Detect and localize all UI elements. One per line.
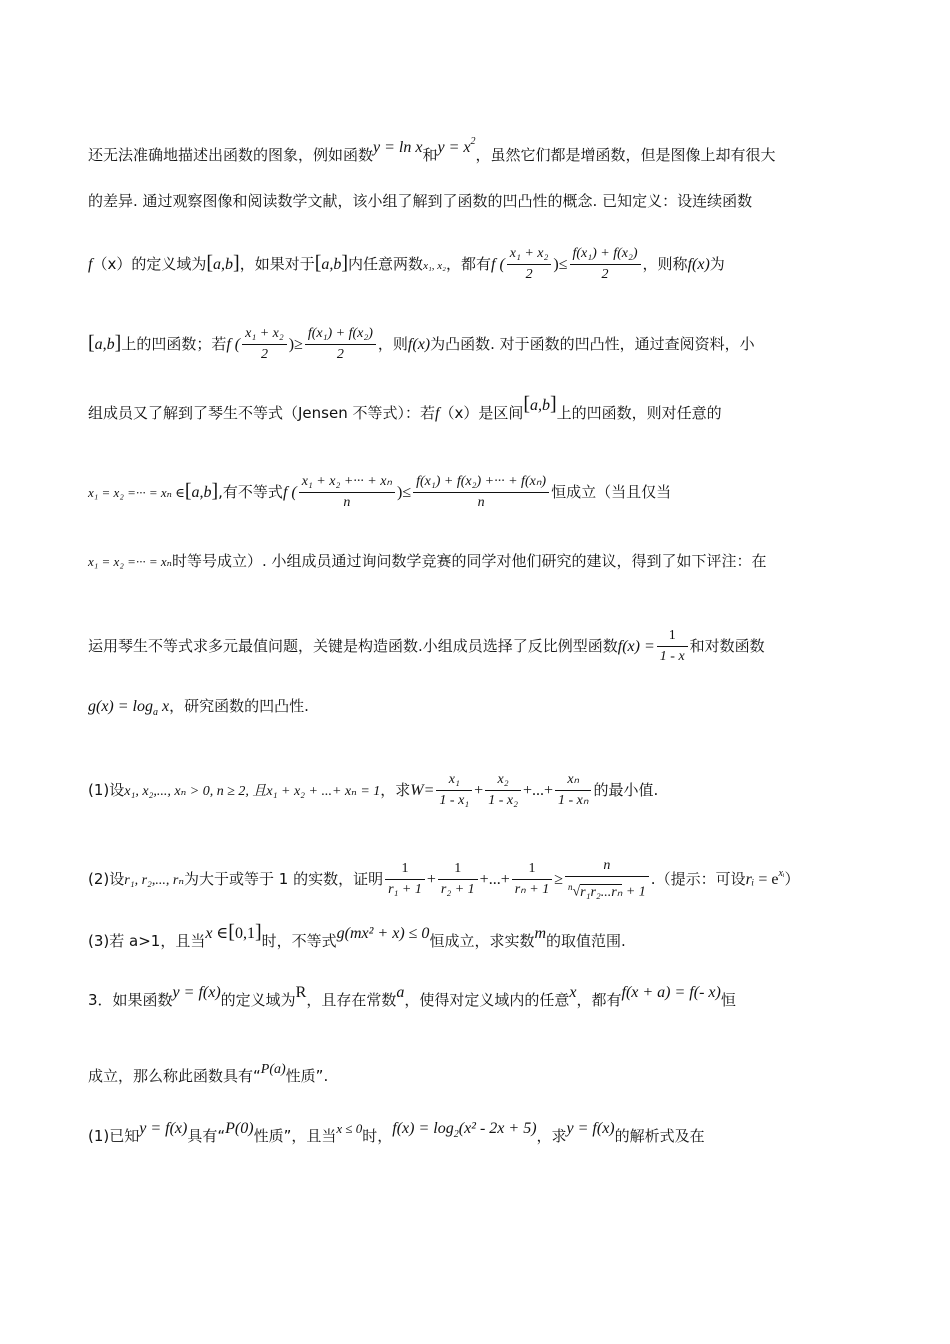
text-seg: 的定义域为 [220,991,296,1009]
fraction-jensen-right: $\frac{\text{f(x₁) + f(x₂) +··· + f(xₙ)}}{n}$ [413,472,549,513]
text-seg: 时，不等式 [261,932,337,950]
math-jensen-eq: x₁ = x₂ =··· = xₙ [88,554,172,569]
question-3: (3)若 a>1，且当x ∈[0,1]时，不等式g(mx² + x) ≤ 0恒成立，求实数m的取值范围. [88,921,626,950]
fraction-inverse: $\frac{1}{1 - x}$ [657,626,688,667]
text-seg: 性质”. [285,1067,329,1085]
text-seg: 为凸函数. 对于函数的凹凸性，通过查阅资料，小 [430,335,755,353]
math-shift-eq: f(x + a) = f(- x) [621,984,721,1001]
text-seg: ，求 [536,1127,567,1145]
text-seg: 和对数函数 [689,637,765,655]
text-seg: (3)若 a>1，且当 [88,932,206,950]
text-seg: ，且存在常数 [306,991,397,1009]
text-seg: 还无法准确地描述出函数的图象，例如函数 [88,146,374,164]
fraction-x2: $\frac{\text{x₂}}{\text{1 - x₂}}$ [485,770,521,811]
math-gx: $g(x) = \log_a x$ [88,698,170,718]
text-seg: ，使得对定义域内的任意 [404,991,570,1009]
geq-symbol: ≥ [554,870,563,888]
text-seg: 的取值范围. [546,932,626,950]
math-Pa: P(a) [260,1062,286,1077]
fraction-jensen-left: $\frac{\text{x₁ + x₂ +··· + xₙ}}{n}$ [299,472,395,513]
text-seg: ,有不等式 [218,483,283,501]
math-fx: f(x) [687,256,710,273]
paragraph-line-5: 组成员又了解到了琴生不等式（Jensen 不等式）：若f（x）是区间[a,b]上的凹函数，则对任意的 [88,393,722,422]
problem-3-line-3 [88,1120,862,1153]
text-seg: 3．如果函数 [88,991,173,1009]
fraction-average: $\frac{\text{f(x₁) + f(x₂)}}{2}$ [570,244,641,285]
math-y-fx: y = f(x) [172,984,221,1001]
fraction-average: $\frac{\text{f(x₁) + f(x₂)}}{2}$ [305,324,376,365]
paragraph-line-6: x₁ = x₂ =··· = xₙ ∈[a,b],有不等式f ( $\frac{\text{x₁ + x₂ +··· + xₙ}}{n}$ )≤ $\frac{\text{f(x₁) + f(x₂) +··· + f(xₙ)}}{n}$ 恒成立（当且仅当 [88,472,862,513]
text-seg: （x）的定义域为 [92,255,207,273]
text-seg: (2)设 [88,869,125,888]
text-seg: 成立，那么称此函数具有“ [88,1067,261,1085]
math-log-eq: $f(x) = \log_2(x^2 - 2x + 5)$ [392,1120,537,1140]
math-y-fx: y = f(x) [566,1120,615,1137]
math-r-list: r₁, r₂,..., rₙ [124,872,185,888]
text-seg: ，都有 [445,255,491,273]
math-g-ineq: g(mx² + x) ≤ 0 [336,925,430,942]
text-seg: 为大于或等于 1 的实数，证明 [184,869,384,888]
math-q1-condition: x₁, x₂,..., xₙ > 0, n ≥ 2, 且x₁ + x₂ + ...+ xₙ = 1 [124,784,381,799]
math-y-lnx: y = ln x [373,139,423,156]
math-f: f [434,405,440,422]
paragraph-line-4: [a,b]上的凹函数；若f ( $\frac{\text{x₁ + x₂}}{2}$ )≥ $\frac{\text{f(x₁) + f(x₂)}}{2}$ ，则f(x)为凸函数. 对于函数的凹凸性，通过查阅资料，小 [88,324,862,365]
text-seg: 的解析式及在 [614,1127,705,1145]
math-y-x2: $y = x^2$ [437,136,476,156]
math-x-in: x ∈ [205,925,229,942]
paragraph-line-8 [88,626,862,667]
math-fx: f(x) [407,336,431,353]
text-seg: ，研究函数的凹凸性. [169,697,309,715]
text-seg: 恒 [720,991,736,1009]
text-seg: ，如果对于 [239,255,315,273]
text-seg: ，则称 [642,255,688,273]
text-seg: 组成员又了解到了琴生不等式（Jensen 不等式）：若 [88,404,435,422]
math-ri: rᵢ [745,870,755,888]
text-seg: (1)已知 [88,1127,140,1145]
math-a: a [396,984,405,1001]
fraction-r2: $\frac{1}{\text{r₂ + 1}}$ [438,859,478,900]
math-ab: a,b [321,256,342,273]
paragraph-line-7 [88,551,862,572]
math-R: R [295,984,307,1001]
text-seg: 上的凹函数；若 [121,335,227,353]
math-x-le0: x ≤ 0 [336,1121,363,1136]
text-seg: 内任意两数 [348,255,424,273]
text-seg: 恒成立（当且仅当 [551,483,672,501]
text-seg: （x）是区间 [439,404,524,422]
question-1: (1)设x₁, x₂,..., xₙ > 0, n ≥ 2, 且x₁ + x₂ + ...+ xₙ = 1，求W= $\frac{\text{x₁}}{\text{1 - x₁}}$ + $\frac{\text{x₂}}{\text{1 - x₂}}$ +...+ $\frac{\text{xₙ}}{\text{1 - xₙ}}$ 的最小值. [88,770,862,811]
text-seg: 的最小值. [593,781,659,799]
problem-3-line-1 [88,984,862,1011]
question-2: (2)设r₁, r₂,..., rₙ为大于或等于 1 的实数，证明 $\frac{1}{\text{r₁ + 1}}$ + $\frac{1}{\text{r₂ + 1}}$ +...+ $\frac{1}{\text{rₙ + 1}}$ ≥ $\frac{n}{^n√r_1r_2...r_n + 1}$ .（提示：可设rᵢ = $e^{xᵢ}$） [88,856,862,903]
paragraph-line-2 [88,191,862,211]
math-ab: a,b [213,256,234,273]
math-x1x2: x₁, x₂ [423,260,446,272]
math-ab: a,b [530,397,550,414]
math-fx-eq: f(x) = [617,638,655,655]
text-seg: 和 [422,146,438,164]
math-y-fx: y = f(x) [139,1120,188,1137]
math-W: W= [410,782,435,799]
text-seg: 时等号成立）. 小组成员通过询问数学竞赛的同学对他们研究的建议，得到了如下评注：在 [171,552,767,570]
text-seg: ，虽然它们都是增函数，但是图像上却有很大 [475,146,776,164]
problem-3-line-2 [88,1062,862,1088]
text-seg: ） [784,869,800,888]
math-f-lparen: f ( [491,256,505,273]
text-seg: 运用琴生不等式求多元最值问题，关键是构造函数.小组成员选择了反比例型函数 [88,637,618,655]
text-seg: ，则 [377,335,408,353]
text-seg: ，求 [380,781,411,799]
text-seg: 具有“ [187,1127,226,1145]
fraction-r1: $\frac{1}{\text{r₁ + 1}}$ [385,859,425,900]
fraction-rn: $\frac{1}{\text{rₙ + 1}}$ [512,859,552,900]
text-seg: (1)设 [88,781,125,799]
text-seg: ，都有 [576,991,622,1009]
fraction-xn: $\frac{\text{xₙ}}{\text{1 - xₙ}}$ [555,770,591,811]
paragraph-line-9 [88,696,862,723]
paragraph-line-3: f（x）的定义域为[a,b]，如果对于[a,b]内任意两数x₁, x₂，都有f ( $\frac{\text{x₁ + x₂}}{2}$ )≤ $\frac{\text{f(x₁) + f(x₂)}}{2}$ ，则称f(x)为 [88,244,862,285]
leq-symbol: ≤ [558,256,568,273]
text-seg: 的差异. 通过观察图像和阅读数学文献，该小组了解到了函数的凹凸性的概念. 已知定义：设连续函数 [88,192,753,210]
paragraph-line-1 [88,136,862,166]
math-m: m [534,925,547,942]
fraction-midpoint: $\frac{\text{x₁ + x₂}}{2}$ [507,244,552,285]
math-jensen-lhs: x₁ = x₂ =··· = xₙ ∈ [88,485,185,500]
text-seg: .（提示：可设 [650,869,746,888]
text-seg: 时， [362,1127,393,1145]
text-seg: 恒成立，求实数 [429,932,535,950]
text-seg: 上的凹函数，则对任意的 [556,404,722,422]
math-x: x [569,984,577,1001]
fraction-root: $\frac{n}{^n√r_1r_2...r_n + 1}$ [565,856,649,903]
math-P0: P(0) [225,1120,254,1137]
fraction-x1: $\frac{\text{x₁}}{\text{1 - x₁}}$ [436,770,472,811]
math-ab: a,b [94,336,115,353]
math-f: f [88,256,93,273]
text-seg: 为 [709,255,725,273]
leq-symbol: ≤ [402,484,412,501]
geq-symbol: ≥ [294,336,303,353]
text-seg: 性质”，且当 [253,1127,337,1145]
fraction-midpoint: $\frac{\text{x₁ + x₂}}{2}$ [242,324,287,365]
